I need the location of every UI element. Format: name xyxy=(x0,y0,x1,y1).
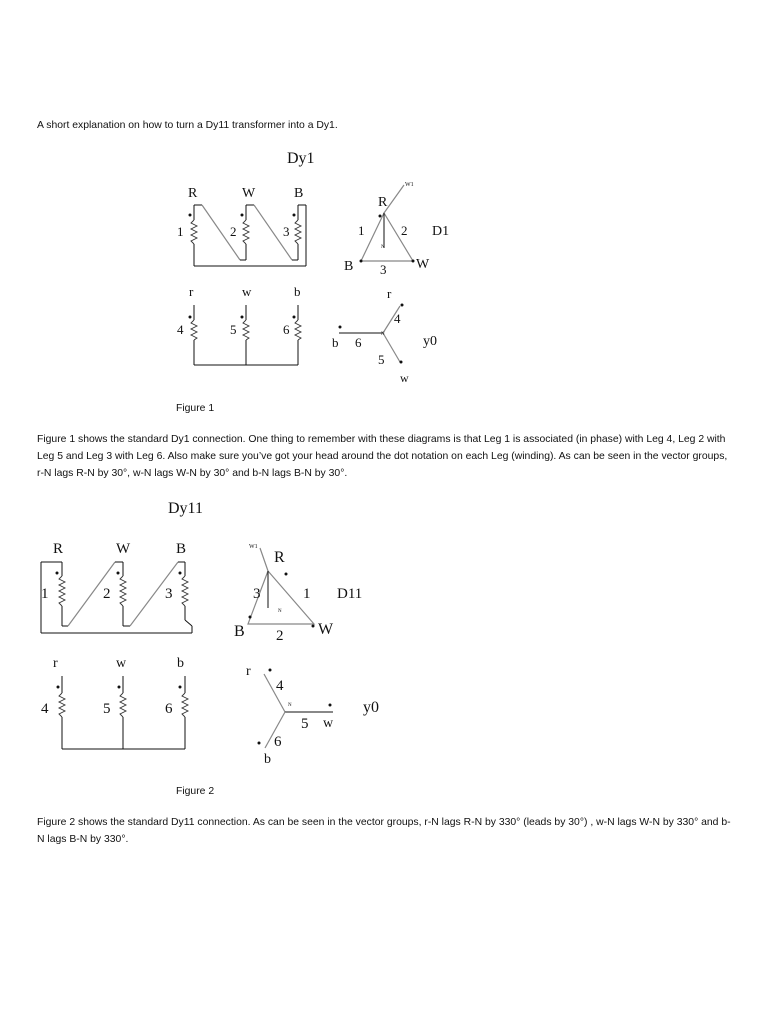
fig2-delta-R: R xyxy=(274,549,285,566)
fig1-delta-neutral: N xyxy=(381,245,385,250)
fig1-group-y0: y0 xyxy=(423,334,437,349)
fig1-star-b: b xyxy=(332,335,339,350)
fig2-star-leg-4: 4 xyxy=(276,678,284,694)
fig2-phase-R: R xyxy=(53,541,64,557)
fig1-star-leg-6: 6 xyxy=(355,335,362,350)
fig2-group-D11: D11 xyxy=(337,586,363,602)
fig1-leg-3: 3 xyxy=(283,224,290,239)
fig2-phase-w: w xyxy=(116,656,127,671)
fig2-delta-side-1: 1 xyxy=(303,586,311,602)
fig1-delta-side-1: 1 xyxy=(358,223,365,238)
fig2-primary-winding-3 xyxy=(179,562,189,620)
fig2-phase-r: r xyxy=(53,656,58,671)
fig1-delta-side-3: 3 xyxy=(380,262,387,277)
paragraph-2: Figure 2 shows the standard Dy11 connection. As can be seen in the vector groups, r-N lags R-N by 330° (leads by 30°) , w-N lags W-N by 330° and b-N lags B-N by 330°. xyxy=(37,817,731,845)
fig1-leg-1: 1 xyxy=(177,224,184,239)
fig2-phase-W: W xyxy=(116,541,131,557)
fig2-star-leg-6: 6 xyxy=(274,734,282,750)
fig2-leg-6: 6 xyxy=(165,701,173,717)
fig2-delta-B: B xyxy=(234,623,245,640)
fig1-delta-side-2: 2 xyxy=(401,223,408,238)
fig1-group-D1: D1 xyxy=(432,224,450,239)
fig1-star-r: r xyxy=(387,286,392,301)
fig1-primary-winding-2 xyxy=(241,205,250,260)
fig1-leg-5: 5 xyxy=(230,322,237,337)
fig2-star-b: b xyxy=(264,752,271,767)
fig2-star-leg-5: 5 xyxy=(301,716,309,732)
fig1-primary-winding-3 xyxy=(293,205,302,260)
fig2-leg-1: 1 xyxy=(41,586,49,602)
fig1-title: Dy1 xyxy=(287,150,315,167)
fig2-w1-tick: W1 xyxy=(249,544,258,550)
fig2-phase-b: b xyxy=(177,656,184,671)
fig2-leg-4: 4 xyxy=(41,701,49,717)
figure-1-diagram xyxy=(0,140,768,400)
fig2-leg-2: 2 xyxy=(103,586,111,602)
fig2-delta-side-3: 3 xyxy=(253,586,261,602)
fig1-secondary-winding-4 xyxy=(189,305,198,365)
figure-2-caption: Figure 2 xyxy=(176,786,215,797)
fig1-primary-winding-1 xyxy=(189,205,198,266)
figure-1-caption: Figure 1 xyxy=(176,403,215,414)
fig2-primary-winding-2 xyxy=(117,562,127,626)
figure-2-diagram xyxy=(0,490,768,780)
fig2-primary-winding-1 xyxy=(56,562,66,626)
fig2-leg-3: 3 xyxy=(165,586,173,602)
fig1-delta-B: B xyxy=(344,259,354,274)
fig1-delta-R: R xyxy=(378,195,388,210)
fig1-phase-R: R xyxy=(188,186,198,201)
fig1-phase-W: W xyxy=(242,186,256,201)
fig2-phase-B: B xyxy=(176,541,187,557)
fig1-phase-w: w xyxy=(242,284,252,299)
fig1-secondary-winding-5 xyxy=(241,305,250,365)
fig1-phase-b: b xyxy=(294,284,301,299)
fig1-star-leg-4: 4 xyxy=(394,311,401,326)
fig2-title: Dy11 xyxy=(168,500,203,517)
fig1-star-leg-5: 5 xyxy=(378,352,385,367)
intro-text: A short explanation on how to turn a Dy11 transformer into a Dy1. xyxy=(37,120,338,131)
fig1-w1-tick: W1 xyxy=(405,182,414,188)
fig2-secondary-winding-5 xyxy=(118,676,127,749)
fig2-delta-neutral: N xyxy=(278,609,282,614)
fig1-phase-r: r xyxy=(189,284,194,299)
fig2-delta-W: W xyxy=(318,621,334,638)
fig2-leg-5: 5 xyxy=(103,701,111,717)
fig1-star-w: w xyxy=(400,371,409,385)
paragraph-1: Figure 1 shows the standard Dy1 connection. One thing to remember with these diagrams is that Leg 1 is associated (in phase) with Leg 4, Leg 2 with Leg 5 and Leg 3 with Leg 6. Also make sure you’ve got your head around the dot notation on each Leg (winding). As can be seen in the vector groups, r-N lags R-N by 30°, w-N lags W-N by 30° and b-N lags B-N by 30°. xyxy=(37,434,728,479)
fig2-delta-side-2: 2 xyxy=(276,628,284,644)
fig2-star-vector xyxy=(258,669,334,749)
fig1-leg-6: 6 xyxy=(283,322,290,337)
fig1-secondary-winding-6 xyxy=(293,305,302,365)
fig1-phase-B: B xyxy=(294,186,304,201)
fig2-star-neutral: N xyxy=(288,703,292,708)
fig1-delta-W: W xyxy=(416,257,430,272)
fig2-secondary-winding-4 xyxy=(57,676,66,749)
fig2-secondary-winding-6 xyxy=(179,676,189,749)
fig1-star-neutral: N xyxy=(381,332,385,337)
fig2-group-y0: y0 xyxy=(363,699,379,716)
fig1-leg-4: 4 xyxy=(177,322,184,337)
fig1-leg-2: 2 xyxy=(230,224,237,239)
fig2-star-r: r xyxy=(246,664,251,679)
fig2-star-w: w xyxy=(323,716,334,731)
